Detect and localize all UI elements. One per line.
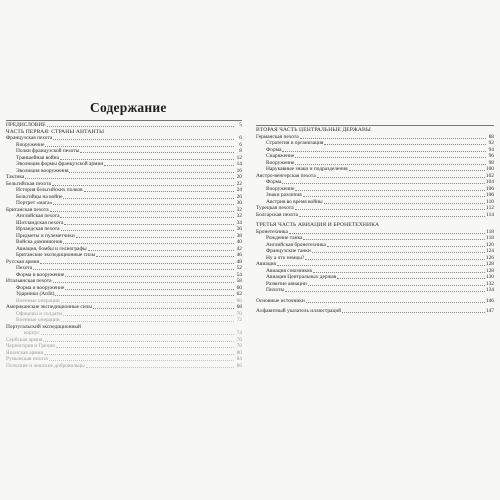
toc-entry-title: Японская армия: [6, 349, 43, 356]
toc-entry-title: Бронетехника: [256, 228, 288, 235]
toc-entry-title: Вооружение: [266, 185, 295, 192]
toc-page-number: 36: [236, 226, 242, 232]
toc-page-number: 60: [236, 284, 242, 291]
toc-page-number: 96: [488, 153, 494, 159]
dot-leader: [44, 354, 234, 355]
toc-entry-title: Рождение танка: [266, 235, 303, 241]
toc-page-number: 76: [236, 336, 242, 343]
toc-page-number: 14: [236, 161, 242, 167]
toc-entry-title: Шотландская пехота: [16, 219, 64, 226]
toc-page-number: 38: [236, 232, 242, 239]
dot-leader: [60, 159, 234, 160]
toc-entry-title: Бельгийцы на войне: [16, 193, 63, 200]
toc-entry-title: Авиация: [256, 261, 276, 267]
toc-entry-title: Итальянская пехота: [6, 278, 52, 284]
toc-page-number: 74: [236, 330, 242, 336]
toc-entry-title: Португальский экспедиционный: [6, 323, 81, 330]
dot-leader: [61, 302, 234, 303]
toc-page-number: 32: [236, 206, 242, 213]
toc-page-number: 128: [485, 261, 494, 267]
dot-leader: [63, 243, 234, 244]
toc-entry-title: Портрет «мага»: [16, 200, 53, 206]
dot-leader: [41, 334, 234, 335]
toc-entry-title: Нарукавные знаки и подразделения: [266, 166, 348, 172]
dot-leader: [342, 312, 485, 313]
dot-leader: [285, 291, 485, 292]
toc-page-number: 22: [236, 180, 242, 187]
toc-entry-title: Британские экспедиционные силы: [16, 252, 96, 258]
toc-page-number: 80: [236, 349, 242, 356]
toc-entry-title: Авиация Центральных держав: [266, 274, 337, 280]
toc-page-number: 16: [236, 167, 242, 174]
toc-entry-title: Знаки различия: [266, 192, 302, 198]
toc-entry-title: Форма и вооружение: [16, 271, 65, 278]
toc-page-number: 52: [236, 265, 242, 271]
dot-leader: [300, 138, 486, 139]
toc-page-number: 100: [485, 166, 494, 172]
toc-entry-title: Румынская пехота: [6, 356, 48, 362]
toc-page-number: 46: [236, 252, 242, 258]
dot-leader: [50, 211, 234, 212]
dot-leader: [88, 250, 234, 251]
toc-page-number: 126: [485, 254, 494, 261]
toc-page-number: 106: [485, 192, 494, 198]
dot-leader: [84, 191, 234, 192]
toc-entry-title: Полки французской пехоты: [16, 148, 80, 154]
toc-page-number: 130: [485, 274, 494, 280]
toc-left-column: [6, 120, 242, 369]
toc-page-number: 5: [239, 122, 242, 128]
dot-leader: [61, 321, 234, 322]
toc-page-number: 118: [486, 228, 494, 235]
toc-page-number: 134: [485, 287, 494, 293]
dot-leader: [295, 157, 486, 158]
toc-entry-title: Болгарская пехота: [256, 211, 298, 218]
toc-entry-title: Австрия во время войны: [266, 198, 323, 205]
toc-entry-title: Алфавитный указатель иллюстраций: [256, 308, 342, 314]
dot-leader: [303, 239, 485, 240]
toc-page-number: 88: [488, 133, 494, 140]
toc-page-number: 112: [486, 205, 494, 211]
toc-entry-title: Авиация, бомбы и гелиографы: [16, 245, 87, 252]
dot-leader: [337, 278, 485, 279]
dot-leader: [69, 172, 234, 173]
toc-entry-title: ВТОРАЯ ЧАСТЬ ЦЕНТРАЛЬНЫЕ ДЕРЖАВЫ: [256, 127, 371, 133]
dot-leader: [289, 233, 485, 234]
toc-page-number: 92: [488, 140, 494, 146]
toc-page-number: 147: [485, 308, 494, 314]
toc-page-number: 146: [485, 297, 494, 304]
toc-entry-title: ТРЕТЬЯ ЧАСТЬ АВИАЦИЯ И БРОНЕТЕХНИКА: [256, 222, 380, 228]
toc-entry-title: Германская пехота: [256, 133, 299, 140]
toc-entry-title: Сербская армия: [6, 336, 43, 343]
toc-entry-title: Военные операции: [16, 297, 60, 304]
toc-page-number: 32: [236, 213, 242, 219]
toc-entry-title: Австро-венгерская пехота: [256, 172, 316, 179]
dot-leader: [295, 164, 486, 165]
dot-leader: [104, 165, 234, 166]
dot-leader: [53, 282, 234, 283]
toc-entry-title: ЧАСТЬ ПЕРВАЯ: СТРАНЫ АНТАНТЫ: [6, 128, 105, 135]
dot-leader: [349, 170, 485, 171]
toc-entry-title: История бельгийских полков: [16, 187, 83, 193]
toc-entry-title: Форма и вооружение: [16, 284, 65, 291]
toc-page-number: 118: [486, 235, 494, 241]
toc-page-number: 62: [236, 291, 242, 297]
toc-entry-title: Форма: [266, 179, 282, 185]
toc-page-number: 128: [485, 267, 494, 274]
toc-page-number: 42: [236, 245, 242, 252]
toc-page-number: 102: [485, 172, 494, 179]
toc-entry-title: Эволюция формы французской армии: [16, 161, 104, 167]
toc-entry-title: Турецкая пехота: [256, 205, 294, 211]
toc-page-number: 12: [236, 154, 242, 161]
dot-leader: [63, 315, 234, 316]
toc-page-number: 8: [239, 148, 242, 154]
toc-entry: [256, 308, 494, 315]
toc-page-number: 26: [236, 193, 242, 200]
dot-leader: [47, 126, 234, 127]
dot-leader: [305, 259, 485, 260]
toc-page-number: 20: [236, 174, 242, 180]
toc-page-number: 110: [486, 198, 494, 205]
dot-leader: [93, 308, 234, 309]
dot-leader: [324, 203, 485, 204]
toc-page-number: 48: [236, 258, 242, 265]
dot-leader: [60, 217, 234, 218]
toc-entry-title: Развитие авиации: [266, 280, 307, 287]
dot-leader: [65, 276, 234, 277]
toc-entry-title: Войска доминионов: [16, 239, 63, 245]
toc-page-number: 132: [485, 280, 494, 287]
dot-leader: [327, 246, 485, 247]
toc-right-column: [256, 125, 494, 315]
toc-entry-title: Бельгийская пехота: [6, 180, 51, 187]
toc-entry-title: Эволюция вооружения: [16, 167, 69, 174]
toc-page-number: 30: [236, 200, 242, 206]
dot-leader: [282, 151, 486, 152]
toc-entry-title: Пилоты: [266, 287, 285, 293]
toc-entry-title: Французские танки: [266, 248, 311, 254]
dot-leader: [317, 177, 485, 178]
toc-entry-title: Британская пехота: [6, 206, 49, 213]
toc-page-number: 86: [236, 362, 242, 369]
toc-page-number: 40: [236, 239, 242, 245]
toc-entry-title: корпус: [24, 330, 40, 336]
toc-entry-title: Траншейная война: [16, 154, 59, 161]
toc-entry-title: Основные источники: [256, 297, 305, 304]
toc-entry-title: ПРЕДИСЛОВИЕ: [6, 122, 46, 128]
toc-page-number: 66: [236, 297, 242, 304]
dot-leader: [55, 295, 234, 296]
toc-entry-title: Офицеры и солдаты: [16, 310, 63, 317]
toc-entry-title: Английская бронетехника: [266, 241, 326, 248]
dot-leader: [43, 341, 234, 342]
dot-leader: [25, 178, 234, 179]
dot-leader: [303, 196, 485, 197]
dot-leader: [63, 198, 234, 199]
toc-page-number: 70: [236, 310, 242, 317]
dot-leader: [86, 367, 234, 368]
dot-leader: [52, 185, 234, 186]
toc-entry-title: Предметы и пулеметчики: [16, 232, 75, 239]
dot-leader: [76, 237, 234, 238]
toc-entry-title: Ударники (Ardit): [16, 291, 55, 297]
toc-entry-title: Польские и чешские добровольцы: [6, 362, 85, 369]
toc-entry-title: Русская армия: [6, 258, 40, 265]
toc-page-number: 34: [236, 219, 242, 226]
toc-entry-title: Стратегия и организация: [266, 140, 324, 146]
toc-page-number: 6: [239, 135, 242, 141]
dot-leader: [61, 230, 234, 231]
toc-entry-title: Военные операции: [16, 317, 60, 323]
dot-leader: [49, 360, 234, 361]
page-title: Содержание: [90, 100, 167, 115]
toc-entry-title: Ну а что немцы?: [266, 254, 305, 261]
dot-leader: [56, 347, 234, 348]
dot-leader: [299, 216, 485, 217]
toc-page-number: 78: [236, 343, 242, 349]
toc-page-number: 68: [236, 304, 242, 310]
toc-page-number: 6: [239, 141, 242, 148]
toc-page-number: 98: [488, 159, 494, 166]
dot-leader: [53, 204, 234, 205]
toc-page-number: 72: [236, 317, 242, 323]
dot-leader: [33, 269, 234, 270]
toc-entry-title: Вооружение: [266, 159, 295, 166]
dot-leader: [65, 289, 234, 290]
toc-page-number: 124: [485, 248, 494, 254]
toc-entry-title: Американские экспедиционные силы: [6, 304, 92, 310]
dot-leader: [96, 256, 234, 257]
toc-page-number: 114: [486, 211, 494, 218]
toc-page-number: 54: [236, 271, 242, 278]
toc-page-number: 106: [485, 185, 494, 192]
toc-entry-title: Тактика: [6, 174, 25, 180]
toc-page-number: 104: [485, 179, 494, 185]
dot-leader: [53, 139, 234, 140]
dot-leader: [282, 183, 485, 184]
dot-leader: [277, 265, 485, 266]
toc-entry-title: Французская пехота: [6, 135, 53, 141]
dot-leader: [324, 144, 486, 145]
dot-leader: [313, 272, 485, 273]
dot-leader: [45, 146, 234, 147]
toc-page-number: 58: [236, 278, 242, 284]
dot-leader: [312, 252, 485, 253]
toc-entry-title: Английская пехота: [16, 213, 60, 219]
dot-leader: [308, 285, 485, 286]
toc-page-number: 24: [236, 187, 242, 193]
toc-entry-title: Авиация союзников: [266, 267, 312, 274]
toc-entry-title: Вооружение: [16, 141, 45, 148]
dot-leader: [64, 224, 234, 225]
dot-leader: [306, 302, 485, 303]
toc-page-number: 120: [485, 241, 494, 248]
dot-leader: [80, 152, 234, 153]
dot-leader: [295, 209, 486, 210]
toc-entry-title: Форма: [266, 146, 282, 153]
toc-entry-title: Снаряжение: [266, 153, 295, 159]
toc-entry-title: Черногория и Греция: [6, 343, 55, 349]
toc-entry-title: Пехота: [16, 265, 33, 271]
toc-entry: [6, 363, 242, 370]
toc-entry-title: Ирландская пехота: [16, 226, 60, 232]
toc-page-number: 84: [236, 356, 242, 362]
toc-page-number: 94: [488, 146, 494, 153]
dot-leader: [295, 190, 484, 191]
dot-leader: [40, 263, 234, 264]
